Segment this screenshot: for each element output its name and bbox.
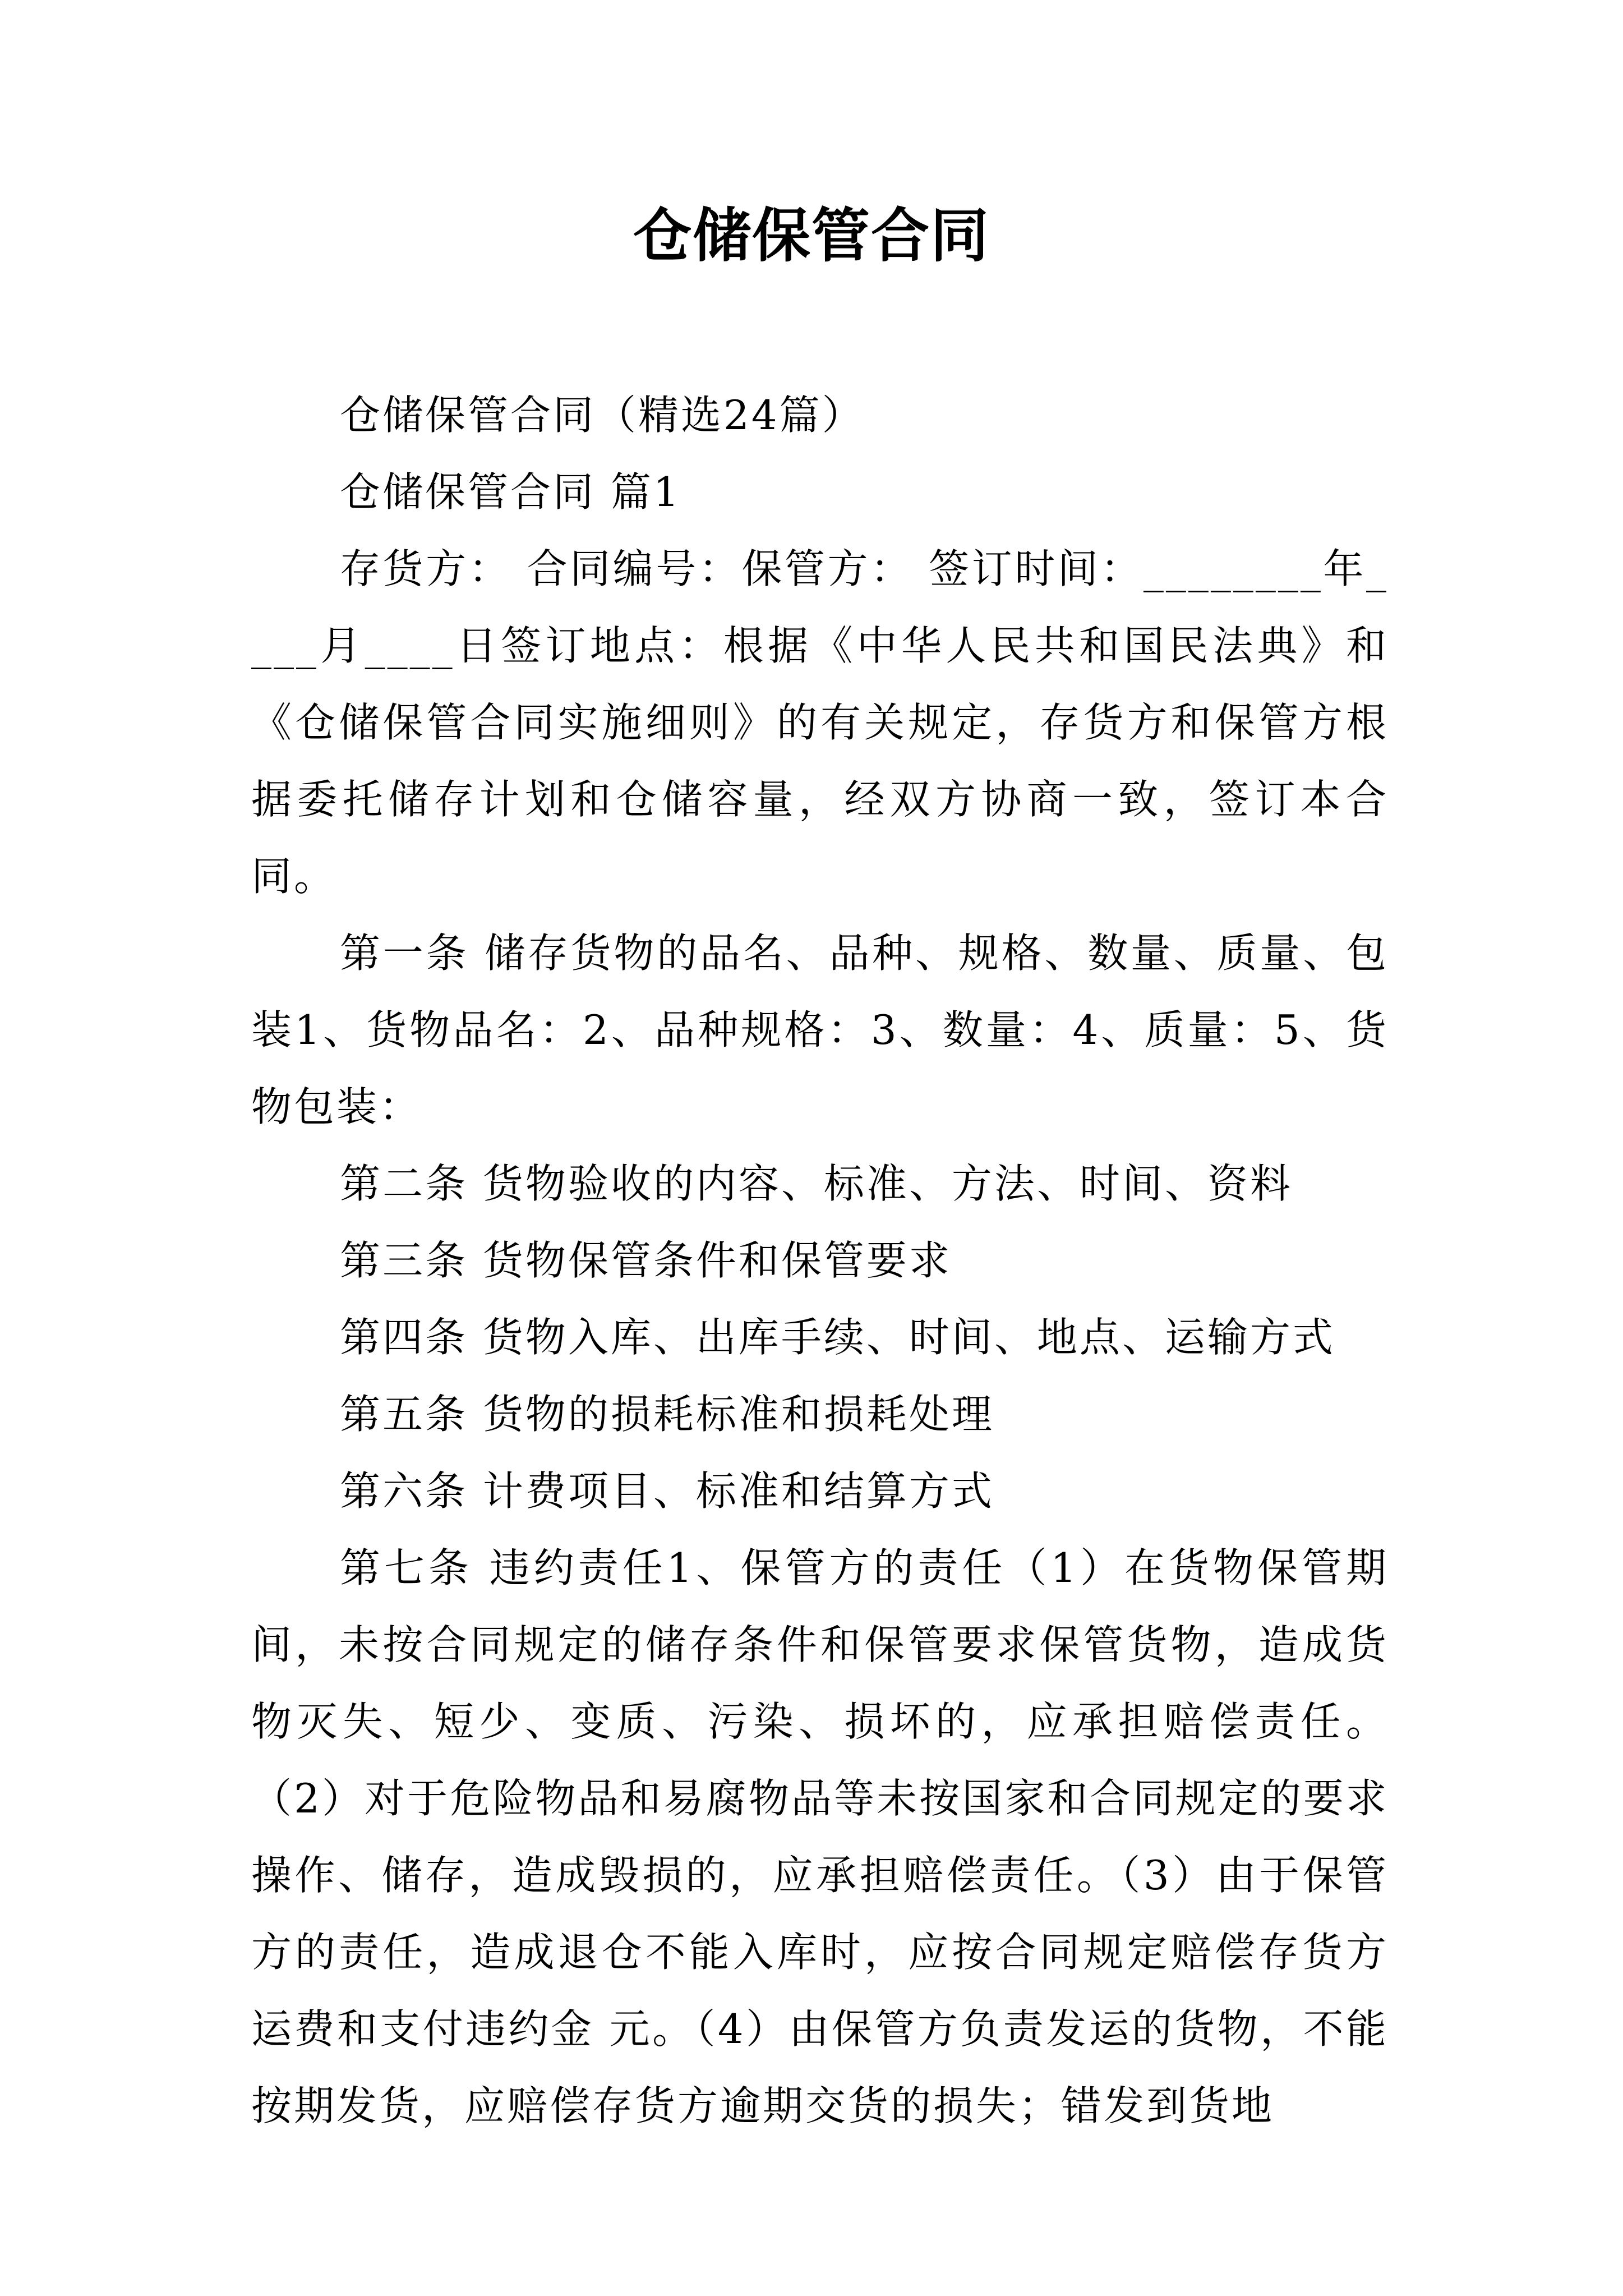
section-heading: 仓储保管合同 篇1 <box>340 468 681 516</box>
article-5-paragraph: 第五条 货物的损耗标准和损耗处理 <box>340 1391 994 1438</box>
article-1-paragraph: 第一条 储存货物的品名、品种、规格、数量、质量、包装1、货物品名：2、品种规格：3、数量：4、质量：5、货物包装： <box>251 930 1389 1130</box>
article-6-paragraph: 第六条 计费项目、标准和结算方式 <box>340 1467 994 1515</box>
article-2-paragraph: 第二条 货物验收的内容、标准、方法、时间、资料 <box>340 1160 1293 1207</box>
article-7-paragraph: 第七条 违约责任1、保管方的责任（1）在货物保管期间，未按合同规定的储存条件和保管要求保管货物，造成货物灭失、短少、变质、污染、损坏的，应承担赔偿责任。（2）对于危险物品和易腐物品等未按国家和合同规定的要求操作、储存，造成毁损的，应承担赔偿责任。（3）由于保管方的责任，造成退仓不能入库时，应按合同规定赔偿存货方运费和支付违约金 元。（4）由保管方负责发运的货物，不能按期发货，应赔偿存货方逾期交货的损失；错发到货地 <box>251 1544 1389 2129</box>
contract-intro-paragraph: 存货方： 合同编号：保管方： 签订时间：________年____月____日签订地点：根据《中华人民共和国民法典》和《仓储保管合同实施细则》的有关规定，存货方和保管方根据委托储存计划和仓储容量，经双方协商一致，签订本合同。 <box>251 545 1389 900</box>
article-3-paragraph: 第三条 货物保管条件和保管要求 <box>340 1237 952 1284</box>
document-body <box>251 377 1389 2145</box>
article-4-paragraph: 第四条 货物入库、出库手续、时间、地点、运输方式 <box>340 1314 1335 1361</box>
subtitle-paragraph: 仓储保管合同（精选24篇） <box>340 392 865 439</box>
document-title: 仓储保管合同 <box>633 201 990 270</box>
